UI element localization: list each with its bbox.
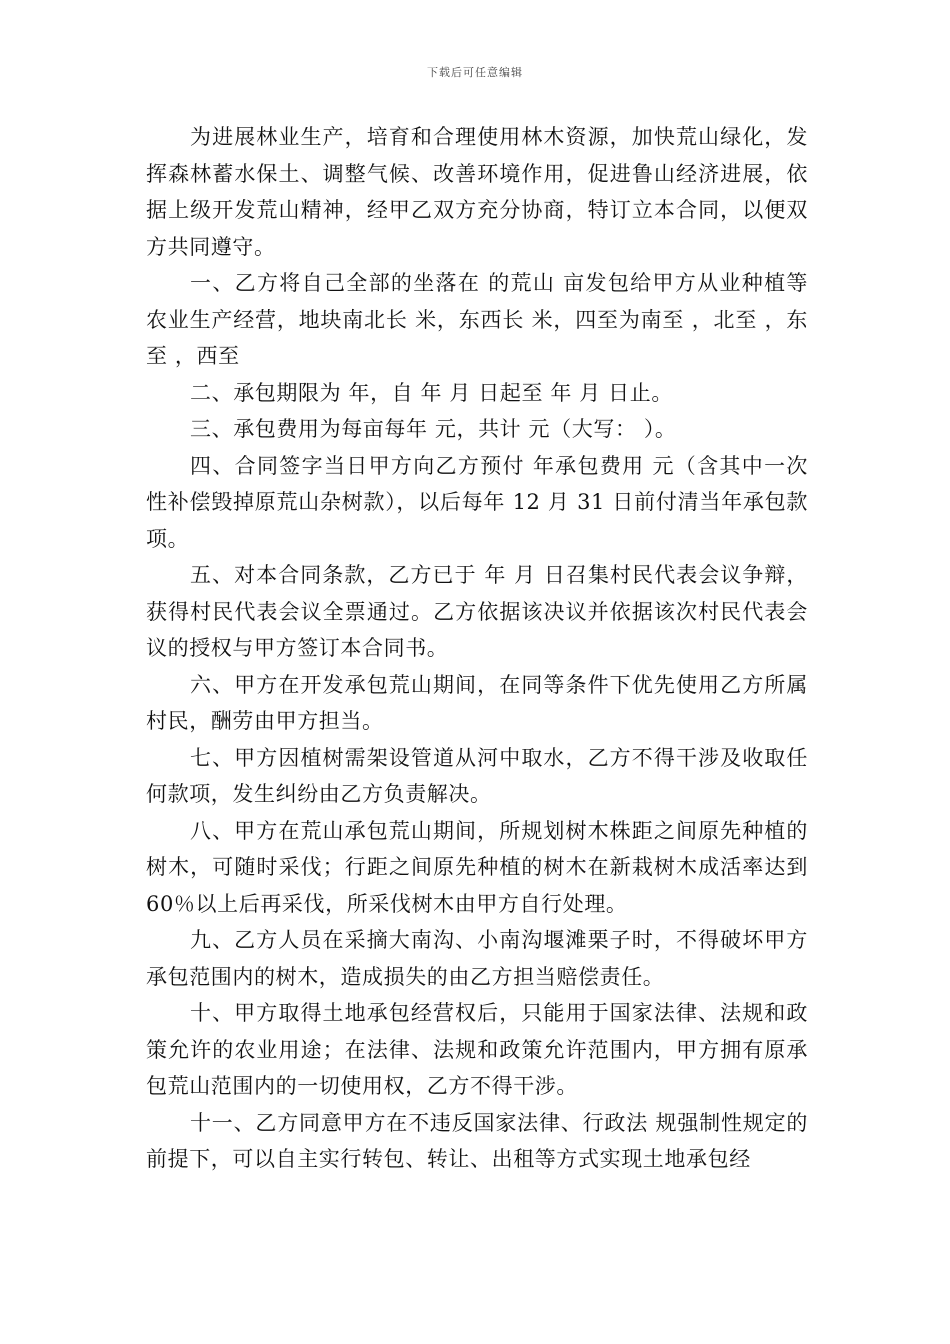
contract-body xyxy=(146,119,808,1178)
paragraph-clause-10: 十、甲方取得土地承包经营权后，只能用于国家法律、法规和政策允许的农业用途；在法律、法规和政策允许范围内，甲方拥有原承包荒山范围内的一切使用权，乙方不得干涉。 xyxy=(146,1001,808,1098)
paragraph-clause-4: 四、合同签字当日甲方向乙方预付 年承包费用 元（含其中一次性补偿毁掉原荒山杂树款），以后每年 12 月 31 日前付清当年承包款项。 xyxy=(146,453,808,551)
paragraph-clause-7: 七、甲方因植树需架设管道从河中取水，乙方不得干涉及收取任何款项，发生纠纷由乙方负责解决。 xyxy=(146,745,808,806)
paragraph-clause-2: 二、承包期限为 年，自 年 月 日起至 年 月 日止。 xyxy=(190,380,673,405)
paragraph-clause-5: 五、对本合同条款，乙方已于 年 月 日召集村民代表会议争辩，获得村民代表会议全票通过。乙方依据该决议并依据该次村民代表会议的授权与甲方签订本合同书。 xyxy=(146,563,808,660)
page-header-note: 下载后可任意编辑 xyxy=(427,66,523,79)
paragraph-clause-1: 一、乙方将自己全部的坐落在 的荒山 亩发包给甲方从业种植等农业生产经营，地块南北长 米，东西长 米，四至为南至 ，北至 ，东至 ，西至 xyxy=(146,271,808,368)
paragraph-clause-6: 六、甲方在开发承包荒山期间，在同等条件下优先使用乙方所属村民，酬劳由甲方担当。 xyxy=(146,672,808,733)
paragraph-clause-11: 十一、乙方同意甲方在不违反国家法律、行政法 规强制性规定的前提下，可以自主实行转包、转让、出租等方式实现土地承包经 xyxy=(146,1110,808,1171)
paragraph-clause-9: 九、乙方人员在采摘大南沟、小南沟堰滩栗子时，不得破坏甲方承包范围内的树木，造成损失的由乙方担当赔偿责任。 xyxy=(146,928,808,989)
paragraph-preamble: 为进展林业生产，培育和合理使用林木资源，加快荒山绿化，发挥森林蓄水保土、调整气候、改善环境作用，促进鲁山经济进展，依据上级开发荒山精神，经甲乙双方充分协商，特订立本合同，以便双方共同遵守。 xyxy=(146,125,808,259)
paragraph-clause-3: 三、承包费用为每亩每年 元，共计 元（大写： ）。 xyxy=(190,417,677,441)
paragraph-clause-8: 八、甲方在荒山承包荒山期间，所规划树木株距之间原先种植的树木，可随时采伐；行距之间原先种植的树木在新栽树木成活率达到 60％以上后再采伐，所采伐树木由甲方自行处理。 xyxy=(146,818,808,916)
